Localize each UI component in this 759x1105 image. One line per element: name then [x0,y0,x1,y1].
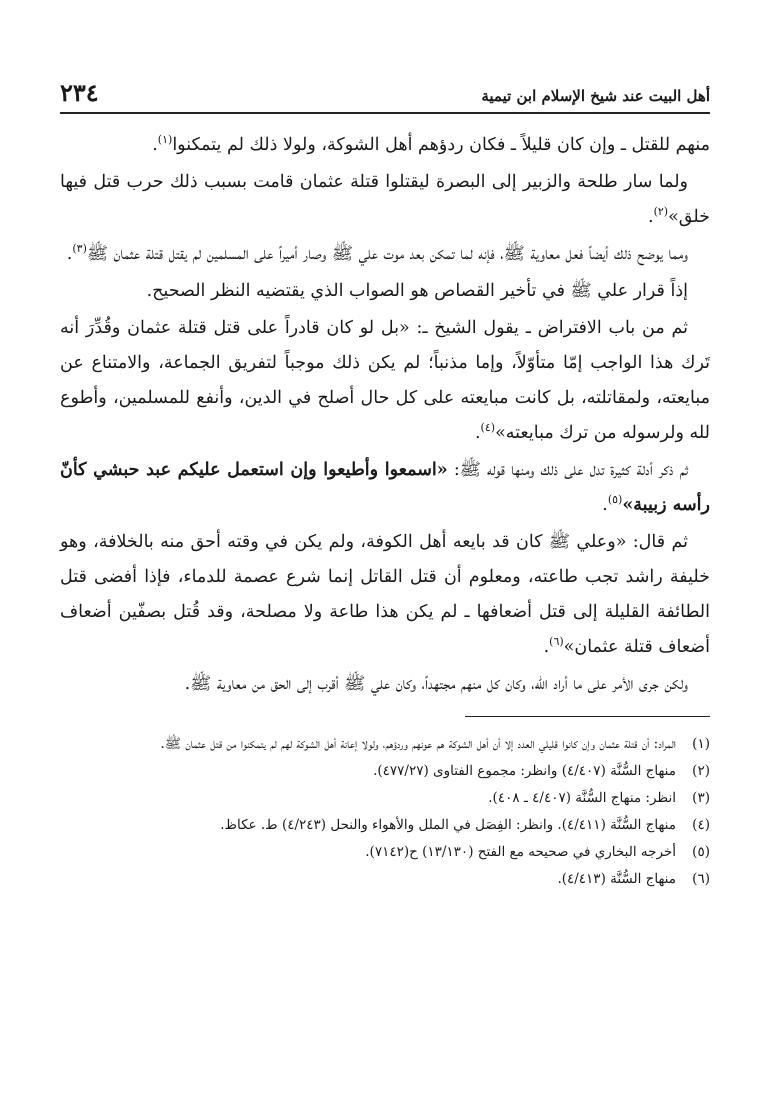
footnote-text: منهاج السُّنَّة (٤/٤١٣). [557,871,676,887]
footnote-text: أخرجه البخاري في صحيحه مع الفتح (١٣/١٣٠) ح(٧١٤٢). [365,844,676,860]
footnote-text: المراد: أن قتلة عثمان وإن كانوا قليلي العدد إلا أن أهل الشوكة هم عونهم وردؤهم، ولولا إعانة أهل الشوكة لهم لم يتمكنوا من قتل عثمان ﷺ. [160,736,676,752]
footnote-text: منهاج السُّنَّة (٤/٤٠٧) وانظر: مجموع الفتاوى (٤٧٧/٢٧). [373,763,676,779]
footnote [60,812,710,839]
footnote-number: (٤) [692,817,710,833]
running-title: أهل البيت عند شيخ الإسلام ابن تيمية [481,87,710,105]
footnote [60,866,710,893]
paragraph-text: ثم قال: «وعلي ﷺ كان قد بايعه أهل الكوفة، ولم يكن في وقته أحق منه بالخلافة، وهو خليفة راشد تجب طاعته، ومعلوم أن قتل القاتل إنما شرع عصمة للدماء، فإذا أفضى قتل الطائفة القليلة إلى قتل أضعافها ـ لم يكن هذا طاعة ولا مصلحة، وقد قُتل بصفّين أضعاف أضعاف قتلة عثمان» [60,532,710,657]
paragraph [60,128,710,163]
paragraph [60,311,710,451]
footnote-ref: (٣) [72,242,87,256]
footnote-text: انظر: منهاج السُّنَّة (٤/٤٠٧ ـ ٤٠٨). [488,790,676,806]
paragraph-text: ولما سار طلحة والزبير إلى البصرة ليقتلوا قتلة عثمان قامت بسبب ذلك حرب قتل فيها خلق» [60,172,710,227]
book-page [60,78,710,893]
main-text [60,128,710,702]
footnote [60,758,710,785]
paragraph-tail: . [66,244,73,264]
footnotes [60,731,710,893]
paragraph-tail: . [647,207,654,227]
footnote [60,731,710,758]
hadith-paragraph [60,453,710,523]
paragraph-text: ومما يوضح ذلك أيضاً فعل معاوية ﷺ، فإنه لما تمكن بعد موت علي ﷺ وصار أميراً على المسلمين لم يقتل قتلة عثمان ﷺ [86,244,688,264]
paragraph [60,525,710,665]
paragraph [60,667,710,702]
footnote-number: (٦) [692,871,710,887]
paragraph-text: ثم من باب الافتراض ـ يقول الشيخ ـ: «بل لو كان قادراً على قتل قتلة عثمان وقُدِّرَ أنه تَرك هذا الواجب إمّا متأوّلاً، وإما مذنباً؛ لم يكن ذلك موجباً لتفريق الجماعة، والامتناع عن مبايعته، ولمقاتلته، بل كانت مبايعته على كل حال أصلح في الدين، وأنفع للمسلمين، وأطوع لله ولرسوله من ترك مبايعته» [60,318,710,443]
hadith-quote: «اسمعوا وأطيعوا وإن استعمل عليكم عبد حبشي كأنّ رأسه زبيبة» [60,460,710,515]
paragraph-text: ولكن جرى الأمر على ما أراد الله، وكان كل منهم مجتهداً، وكان علي ﷺ أقرب إلى الحق من معاوية ﷺ. [184,674,688,694]
paragraph-tail: . [474,423,481,443]
footnote [60,785,710,812]
paragraph-text: إذاً قرار علي ﷺ في تأخير القصاص هو الصواب الذي يقتضيه النظر الصحيح. [146,281,688,301]
footnote-ref: (٦) [549,635,564,649]
footnote-number: (١) [692,736,710,752]
paragraph [60,274,710,309]
paragraph-tail: . [543,637,550,657]
header-rule [60,112,710,114]
paragraph-text: منهم للقتل ـ وإن كان قليلاً ـ فكان ردؤهم أهل الشوكة، ولولا ذلك لم يتمكنوا [172,135,710,155]
footnote-ref: (٥) [607,493,623,507]
footnote-ref: (١) [157,133,173,147]
paragraph [60,237,710,272]
page-header [60,78,710,112]
paragraph-tail: . [602,495,608,515]
page-number: ٢٣٤ [60,78,99,107]
footnote-text: منهاج السُّنَّة (٤/٤١١). وانظر: الفِصَل في الملل والأهواء والنحل (٤/٢٤٣) ط. عكاظ. [220,817,676,833]
footnote-separator [465,716,710,717]
paragraph [60,165,710,235]
paragraph-text: ثم ذكر أدلة كثيرة تدل على ذلك ومنها قوله ﷺ: [447,460,688,480]
footnote-number: (٣) [692,790,710,806]
paragraph-tail: . [152,135,158,155]
footnote-ref: (٢) [653,205,669,219]
footnote-ref: (٤) [480,421,496,435]
footnote-number: (٢) [692,763,710,779]
footnote-number: (٥) [692,844,710,860]
footnote [60,839,710,866]
